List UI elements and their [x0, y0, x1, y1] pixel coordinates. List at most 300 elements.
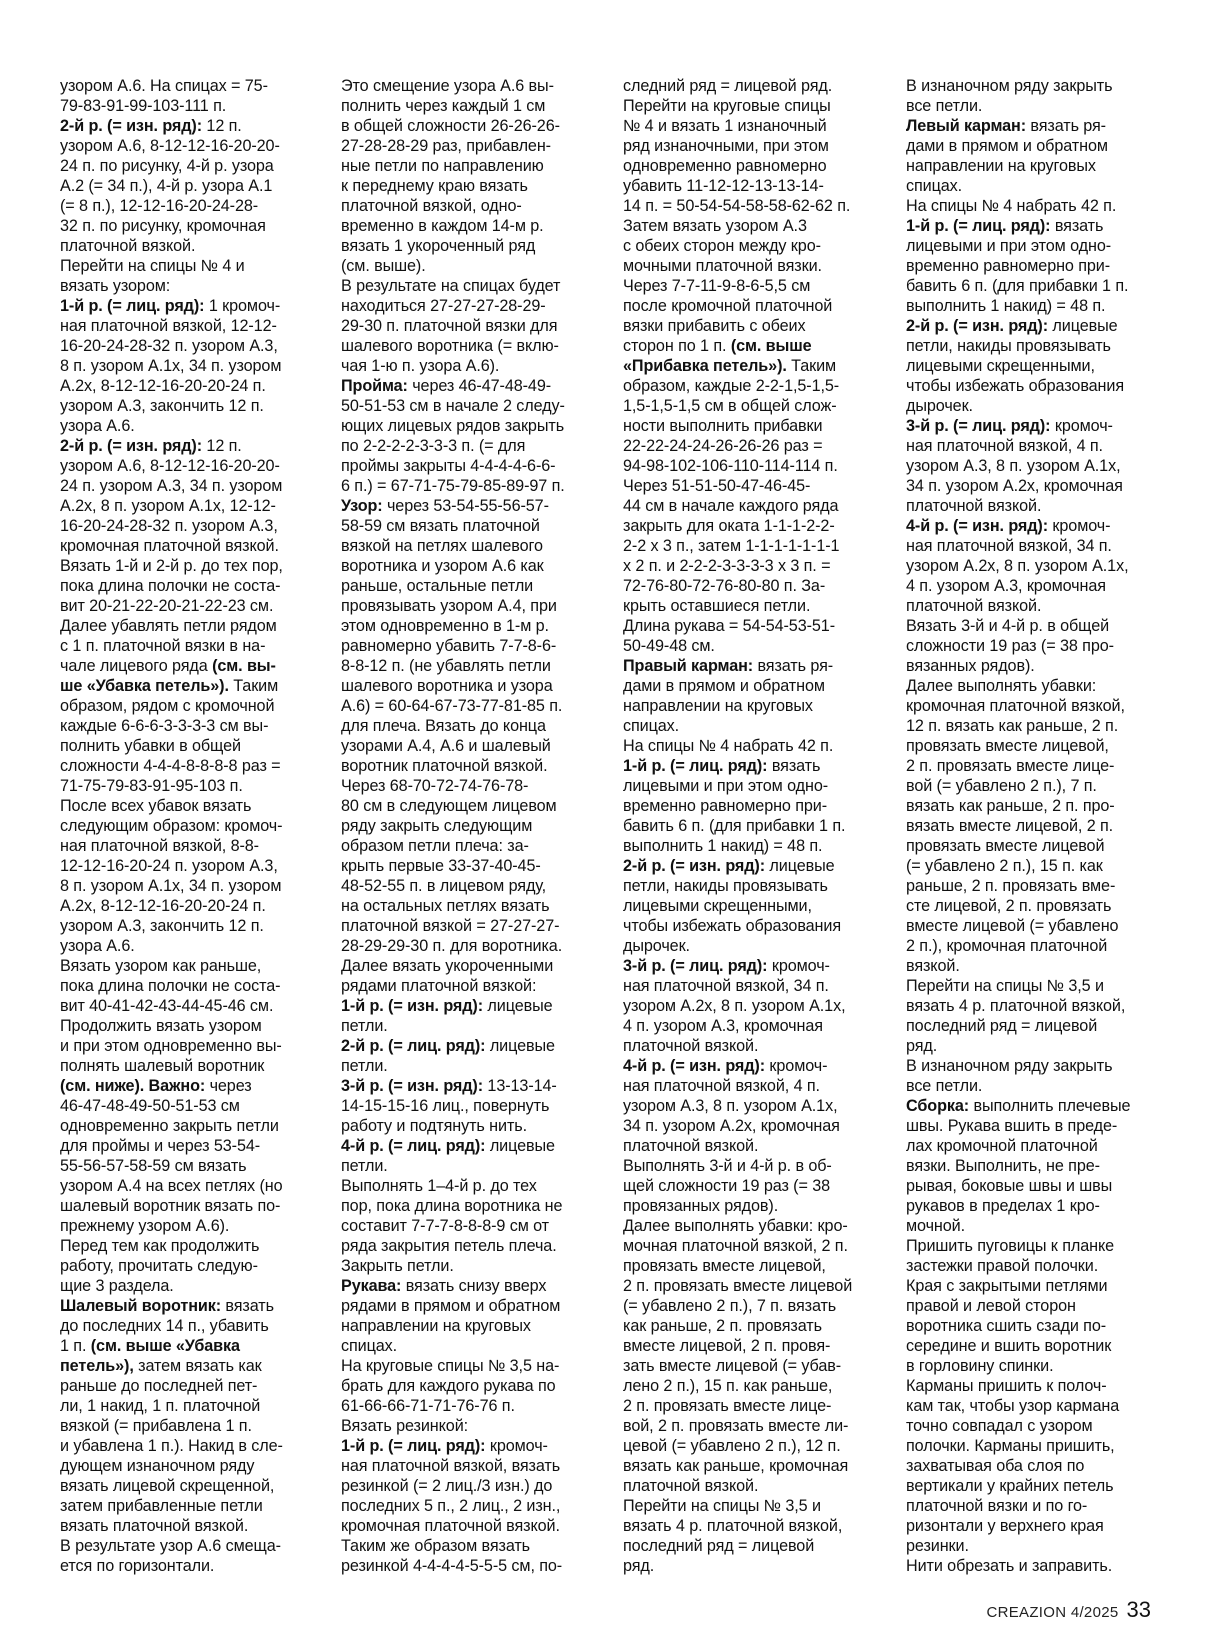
text-line: [906, 76, 1174, 96]
text-line: [623, 1456, 891, 1476]
text-line: [60, 1156, 328, 1176]
text-line: [906, 536, 1174, 556]
text-run: Таким: [786, 357, 837, 375]
text-run: узором А.2х, 8 п. узором А.1х,: [623, 997, 846, 1015]
text-line: [906, 1096, 1174, 1116]
text-run: ности выполнить прибавки: [623, 417, 823, 435]
text-run: узором А.4 на всех петлях (но: [60, 1177, 283, 1195]
text-run: вит 20-21-22-20-21-22-23 см.: [60, 597, 274, 615]
text-run: убавить 11-12-12-13-13-14-: [623, 177, 824, 195]
bold-heading: Сборка:: [906, 1097, 970, 1115]
text-line: [60, 696, 328, 716]
text-line: [623, 216, 891, 236]
text-line: [341, 1076, 609, 1096]
text-line: [341, 1556, 609, 1576]
text-line: [906, 1276, 1174, 1296]
text-line: [341, 1116, 609, 1136]
bold-heading: 2-й р. (= изн. ряд):: [623, 857, 766, 875]
bold-heading: 2-й р. (= изн. ряд):: [60, 117, 203, 135]
text-run: временно в каждом 14-м р.: [341, 217, 544, 235]
text-run: Далее выполнять убавки: кро-: [623, 1217, 848, 1235]
text-run: петли, накиды провязывать: [906, 337, 1111, 355]
text-run: платочной вязкой.: [623, 1477, 759, 1495]
text-line: [341, 1536, 609, 1556]
page-number: 33: [1126, 1597, 1151, 1622]
text-run: мочными платочной вязки.: [623, 257, 822, 275]
text-run: 50-49-48 см.: [623, 637, 715, 655]
bold-heading: (см. выше: [730, 337, 812, 355]
text-line: [60, 356, 328, 376]
text-line: [906, 656, 1174, 676]
text-run: ная платочной вязкой, 4 п.: [906, 437, 1103, 455]
text-run: ные петли по направлению: [341, 157, 544, 175]
text-run: узором А.6, 8-12-12-16-20-20-: [60, 137, 280, 155]
text-line: [60, 476, 328, 496]
text-run: через 53-54-55-56-57-: [382, 497, 549, 515]
text-line: [623, 1396, 891, 1416]
text-line: [341, 736, 609, 756]
text-run: 34 п. узором А.2х, кромочная: [906, 477, 1123, 495]
text-run: швы. Рукава вшить в преде-: [906, 1117, 1118, 1135]
text-line: [60, 316, 328, 336]
text-run: Таким же образом вязать: [341, 1537, 531, 1555]
bold-heading: 2-й р. (= изн. ряд):: [906, 317, 1049, 335]
text-line: [906, 896, 1174, 916]
text-line: [341, 1516, 609, 1536]
text-line: [906, 1036, 1174, 1056]
text-line: [906, 456, 1174, 476]
text-line: [60, 836, 328, 856]
text-run: платочной вязкой.: [906, 497, 1042, 515]
text-run: кам так, чтобы узор кармана: [906, 1397, 1120, 1415]
text-line: [623, 776, 891, 796]
text-line: [623, 1156, 891, 1176]
text-line: [60, 416, 328, 436]
text-run: лицевые: [485, 1137, 555, 1155]
text-run: образом, каждые 2-2-1,5-1,5-: [623, 377, 840, 395]
text-run: бавить 6 п. (для прибавки 1 п.: [623, 817, 846, 835]
text-run: 24 п. по рисунку, 4-й р. узора: [60, 157, 274, 175]
text-run: вязки. Выполнить, не пре-: [906, 1157, 1100, 1175]
text-run: 27-28-28-29 раз, прибавлен-: [341, 137, 551, 155]
text-run: ряда закрытия петель плеча.: [341, 1237, 557, 1255]
text-run: ли, 1 накид, 1 п. платочной: [60, 1397, 261, 1415]
text-line: [906, 376, 1174, 396]
bold-heading: (см. выше «Убавка: [90, 1337, 240, 1355]
text-line: [341, 1176, 609, 1196]
text-line: [906, 1176, 1174, 1196]
text-run: 2-2 х 3 п., затем 1-1-1-1-1-1-1: [623, 537, 840, 555]
text-run: вязать снизу вверх: [401, 1277, 547, 1295]
text-line: [60, 776, 328, 796]
text-run: проймы закрыты 4-4-4-4-6-6-: [341, 457, 556, 475]
text-line: [60, 956, 328, 976]
text-run: А.2х, 8-12-12-16-20-20-24 п.: [60, 377, 266, 395]
text-line: [906, 816, 1174, 836]
text-run: пока длина полочки не соста-: [60, 577, 281, 595]
text-line: [341, 1156, 609, 1176]
bold-heading: Узор:: [341, 497, 383, 515]
text-run: временно равномерно при-: [906, 257, 1111, 275]
text-line: [906, 836, 1174, 856]
text-line: [623, 1036, 891, 1056]
text-run: На спицы № 4 набрать 42 п.: [906, 197, 1117, 215]
text-line: [623, 956, 891, 976]
text-run: вместе лицевой, 2 п. провя-: [623, 1337, 831, 1355]
text-run: сложности 19 раз (= 38 про-: [906, 637, 1114, 655]
text-run: шалевый воротник вязать по-: [60, 1197, 281, 1215]
text-line: [60, 1216, 328, 1236]
text-run: как раньше, 2 п. провязать: [623, 1317, 822, 1335]
text-run: Вязать резинкой:: [341, 1417, 469, 1435]
text-run: Перейти на круговые спицы: [623, 97, 831, 115]
text-run: ряду закрыть следующим: [341, 817, 533, 835]
text-run: В результате на спицах будет: [341, 277, 561, 295]
text-line: [623, 1376, 891, 1396]
text-line: [60, 376, 328, 396]
text-run: дами в прямом и обратном: [906, 137, 1108, 155]
text-line: [341, 616, 609, 636]
text-run: На спицы № 4 набрать 42 п.: [623, 737, 834, 755]
text-line: [906, 576, 1174, 596]
text-run: узора А.6.: [60, 417, 135, 435]
text-run: лах кромочной платочной: [906, 1137, 1098, 1155]
text-run: правой и левой сторон: [906, 1297, 1076, 1315]
text-line: [341, 916, 609, 936]
text-run: щие 3 раздела.: [60, 1277, 174, 1295]
text-run: ная платочной вязкой, 12-12-: [60, 317, 277, 335]
text-run: вязать: [767, 757, 821, 775]
text-run: 1 кромоч-: [204, 297, 281, 315]
text-run: дующем изнаночном ряду: [60, 1457, 255, 1475]
text-run: чтобы избежать образования: [906, 377, 1124, 395]
text-line: [623, 156, 891, 176]
text-line: [623, 1536, 891, 1556]
text-run: рядами платочной вязкой:: [341, 977, 537, 995]
text-line: [341, 1356, 609, 1376]
text-run: этом одновременно в 1-м р.: [341, 617, 549, 635]
text-run: узором А.6, 8-12-12-16-20-20-: [60, 457, 280, 475]
bold-heading: «Прибавка петель»).: [623, 357, 787, 375]
text-line: [906, 1456, 1174, 1476]
text-run: крыть первые 33-37-40-45-: [341, 857, 541, 875]
text-line: [341, 676, 609, 696]
text-line: [60, 1036, 328, 1056]
text-line: [906, 676, 1174, 696]
text-run: 80 см в следующем лицевом: [341, 797, 557, 815]
text-run: ющих лицевых рядов закрыть: [341, 417, 565, 435]
text-run: 79-83-91-99-103-111 п.: [60, 97, 227, 115]
text-run: вязать: [221, 1297, 274, 1315]
text-line: [60, 1316, 328, 1336]
text-run: раньше, остальные петли: [341, 577, 534, 595]
text-run: на остальных петлях вязать: [341, 897, 550, 915]
bold-heading: Рукава:: [341, 1277, 402, 1295]
text-line: [906, 556, 1174, 576]
text-line: [906, 1536, 1174, 1556]
text-run: 16-20-24-28-32 п. узором А.3,: [60, 337, 278, 355]
text-line: [906, 636, 1174, 656]
text-line: [623, 976, 891, 996]
text-run: и при этом одновременно вы-: [60, 1037, 282, 1055]
text-line: [341, 656, 609, 676]
bold-heading: 1-й р. (= изн. ряд):: [341, 997, 484, 1015]
text-column-4: [906, 76, 1174, 1576]
text-line: [623, 676, 891, 696]
bold-heading: петель»),: [60, 1357, 134, 1375]
text-run: рывая, боковые швы и швы: [906, 1177, 1113, 1195]
text-run: 8-8-12 п. (не убавлять петли: [341, 657, 551, 675]
text-run: кромоч-: [765, 1057, 828, 1075]
text-run: Вязать 3-й и 4-й р. в общей: [906, 617, 1110, 635]
text-line: [341, 136, 609, 156]
text-run: провязать вместе лицевой,: [906, 737, 1109, 755]
text-line: [341, 1456, 609, 1476]
text-line: [623, 1096, 891, 1116]
text-run: резинкой 4-4-4-4-5-5-5 см, по-: [341, 1557, 563, 1575]
text-run: работу и подтянуть нить.: [341, 1117, 527, 1135]
bold-heading: 1-й р. (= лиц. ряд):: [623, 757, 768, 775]
text-line: [341, 176, 609, 196]
text-run: Это смещение узора А.6 вы-: [341, 77, 554, 95]
text-line: [906, 916, 1174, 936]
text-run: лицевые: [485, 1037, 555, 1055]
text-run: платочной вязкой.: [60, 237, 196, 255]
text-run: провязанных рядов).: [623, 1197, 779, 1215]
text-run: После всех убавок вязать: [60, 797, 252, 815]
text-line: [341, 1256, 609, 1276]
text-line: [60, 136, 328, 156]
text-line: [906, 616, 1174, 636]
text-run: ная платочной вязкой, 4 п.: [623, 1077, 820, 1095]
text-line: [60, 456, 328, 476]
text-line: [60, 1536, 328, 1556]
text-run: точно совпадал с узором: [906, 1417, 1093, 1435]
text-run: провязать вместе лицевой,: [623, 1257, 826, 1275]
text-run: вязкой (= прибавлена 1 п.: [60, 1417, 252, 1435]
text-line: [60, 1056, 328, 1076]
text-line: [60, 1136, 328, 1156]
text-line: [906, 216, 1174, 236]
text-line: [906, 1136, 1174, 1156]
text-line: [623, 1336, 891, 1356]
text-line: [623, 936, 891, 956]
text-line: [623, 236, 891, 256]
text-line: [906, 236, 1174, 256]
text-run: 32 п. по рисунку, кромочная: [60, 217, 266, 235]
text-run: вой, 2 п. провязать вместе ли-: [623, 1417, 849, 1435]
text-line: [906, 1116, 1174, 1136]
text-line: [60, 796, 328, 816]
text-run: 12 п.: [202, 117, 242, 135]
text-line: [341, 1276, 609, 1296]
text-line: [60, 1176, 328, 1196]
text-run: 4 п. узором А.3, кромочная: [906, 577, 1106, 595]
bold-heading: 4-й р. (= изн. ряд):: [623, 1057, 766, 1075]
text-run: направлении на круговых: [906, 157, 1096, 175]
text-column-1: [60, 76, 328, 1576]
text-run: равномерно убавить 7-7-8-6-: [341, 637, 557, 655]
text-run: вит 40-41-42-43-44-45-46 см.: [60, 997, 274, 1015]
text-run: 13-13-14-: [483, 1077, 557, 1095]
text-run: кромоч-: [1048, 517, 1111, 535]
text-run: вязать платочной вязкой.: [60, 1517, 249, 1535]
text-run: раньше до последней пет-: [60, 1377, 258, 1395]
text-line: [60, 156, 328, 176]
bold-heading: 1-й р. (= лиц. ряд):: [60, 297, 205, 315]
text-run: чая 1-ю п. узора А.6).: [341, 357, 500, 375]
text-line: [906, 476, 1174, 496]
bold-heading: 2-й р. (= изн. ряд):: [60, 437, 203, 455]
text-line: [623, 316, 891, 336]
text-line: [623, 796, 891, 816]
text-run: воротник платочной вязкой.: [341, 757, 548, 775]
text-line: [623, 416, 891, 436]
text-run: лицевыми скрещенными,: [906, 357, 1095, 375]
text-run: вязать вместе лицевой, 2 п.: [906, 817, 1114, 835]
text-run: ная платочной вязкой, вязать: [341, 1457, 561, 1475]
text-run: дырочек.: [623, 937, 690, 955]
text-run: 8 п. узором А.1х, 34 п. узором: [60, 877, 282, 895]
text-line: [60, 116, 328, 136]
text-line: [341, 216, 609, 236]
text-run: Перейти на спицы № 3,5 и: [906, 977, 1104, 995]
text-line: [60, 1436, 328, 1456]
text-run: лено 2 п.), 15 п. как раньше,: [623, 1377, 833, 1395]
bold-heading: 3-й р. (= лиц. ряд):: [906, 417, 1051, 435]
text-run: петли.: [341, 1057, 388, 1075]
text-line: [341, 1496, 609, 1516]
text-line: [623, 1236, 891, 1256]
text-line: [341, 1236, 609, 1256]
bold-heading: (см. вы-: [212, 657, 276, 675]
text-run: 50-51-53 см в начале 2 следу-: [341, 397, 565, 415]
text-line: [341, 1036, 609, 1056]
text-column-2: [341, 76, 609, 1576]
text-line: [60, 936, 328, 956]
text-run: образом, рядом с кромочной: [60, 697, 275, 715]
text-line: [60, 1116, 328, 1136]
text-line: [60, 1336, 328, 1356]
text-run: рядами в прямом и обратном: [341, 1297, 561, 1315]
text-run: все петли.: [906, 97, 983, 115]
text-run: сте лицевой, 2 п. провязать: [906, 897, 1112, 915]
text-run: 28-29-29-30 п. для воротника.: [341, 937, 563, 955]
text-line: [623, 136, 891, 156]
text-run: вязкой на петлях шалевого: [341, 537, 543, 555]
text-run: вязать ря-: [753, 657, 834, 675]
text-run: (= убавлено 2 п.), 15 п. как: [906, 857, 1103, 875]
text-line: [906, 716, 1174, 736]
text-run: прежнему узором А.6).: [60, 1217, 230, 1235]
text-run: Далее вязать укороченными: [341, 957, 554, 975]
text-line: [623, 76, 891, 96]
text-line: [60, 1556, 328, 1576]
text-line: [906, 116, 1174, 136]
text-line: [60, 1196, 328, 1216]
text-line: [341, 436, 609, 456]
text-run: Длина рукава = 54-54-53-51-: [623, 617, 835, 635]
text-line: [60, 636, 328, 656]
text-line: [623, 1196, 891, 1216]
text-run: ризонтали у верхнего края: [906, 1517, 1104, 1535]
text-line: [623, 616, 891, 636]
text-run: к переднему краю вязать: [341, 177, 528, 195]
text-run: после кромочной платочной: [623, 297, 833, 315]
text-run: вязкой.: [906, 957, 960, 975]
text-run: Выполнять 3-й и 4-й р. в об-: [623, 1157, 832, 1175]
text-run: через 46-47-48-49-: [407, 377, 552, 395]
text-run: работу, прочитать следую-: [60, 1257, 258, 1275]
text-run: через: [205, 1077, 252, 1095]
text-run: кромочная платочной вязкой.: [60, 537, 279, 555]
text-run: платочной вязкой, одно-: [341, 197, 522, 215]
text-run: В результате узор А.6 смеща-: [60, 1537, 281, 1555]
text-line: [60, 656, 328, 676]
text-run: 22-22-24-24-26-26-26 раз =: [623, 437, 823, 455]
text-line: [341, 1296, 609, 1316]
text-line: [623, 276, 891, 296]
text-run: 46-47-48-49-50-51-53 см: [60, 1097, 240, 1115]
text-run: застежки правой полочки.: [906, 1257, 1099, 1275]
text-run: Перейти на спицы № 4 и: [60, 257, 245, 275]
text-line: [906, 176, 1174, 196]
text-line: [906, 996, 1174, 1016]
text-line: [906, 496, 1174, 516]
text-line: [623, 556, 891, 576]
text-line: [341, 516, 609, 536]
text-line: [906, 256, 1174, 276]
text-line: [60, 276, 328, 296]
text-line: [60, 1456, 328, 1476]
text-run: Края с закрытыми петлями: [906, 1277, 1108, 1295]
text-line: [60, 1396, 328, 1416]
text-line: [623, 96, 891, 116]
text-run: Далее выполнять убавки:: [906, 677, 1097, 695]
text-line: [906, 1256, 1174, 1276]
text-line: [341, 336, 609, 356]
text-run: кромочная платочной вязкой.: [341, 1517, 560, 1535]
text-run: шалевого воротника (= вклю-: [341, 337, 559, 355]
text-run: платочной вязкой.: [623, 1137, 759, 1155]
bold-heading: 4-й р. (= лиц. ряд):: [341, 1137, 486, 1155]
text-run: вязать ря-: [1026, 117, 1106, 135]
text-run: рукавов в пределах 1 кро-: [906, 1197, 1100, 1215]
text-run: полнить убавки в общей: [60, 737, 241, 755]
text-line: [341, 956, 609, 976]
text-line: [60, 96, 328, 116]
text-line: [60, 196, 328, 216]
text-run: 44 см в начале каждого ряда: [623, 497, 839, 515]
text-line: [906, 1396, 1174, 1416]
text-run: дами в прямом и обратном: [623, 677, 825, 695]
text-line: [341, 496, 609, 516]
text-run: А.2х, 8 п. узором А.1х, 12-12-: [60, 497, 276, 515]
text-run: (= 8 п.), 12-12-16-20-24-28-: [60, 197, 259, 215]
text-run: спицах.: [623, 717, 680, 735]
text-line: [341, 796, 609, 816]
text-run: ряд изнаночными, при этом: [623, 137, 829, 155]
text-line: [623, 876, 891, 896]
text-line: [341, 816, 609, 836]
text-line: [341, 876, 609, 896]
text-run: по 2-2-2-2-3-3-3 п. (= для: [341, 437, 526, 455]
text-line: [623, 336, 891, 356]
text-run: 29-30 п. платочной вязки для: [341, 317, 558, 335]
text-line: [341, 896, 609, 916]
text-line: [60, 1356, 328, 1376]
text-run: вязать 1 укороченный ряд: [341, 237, 536, 255]
